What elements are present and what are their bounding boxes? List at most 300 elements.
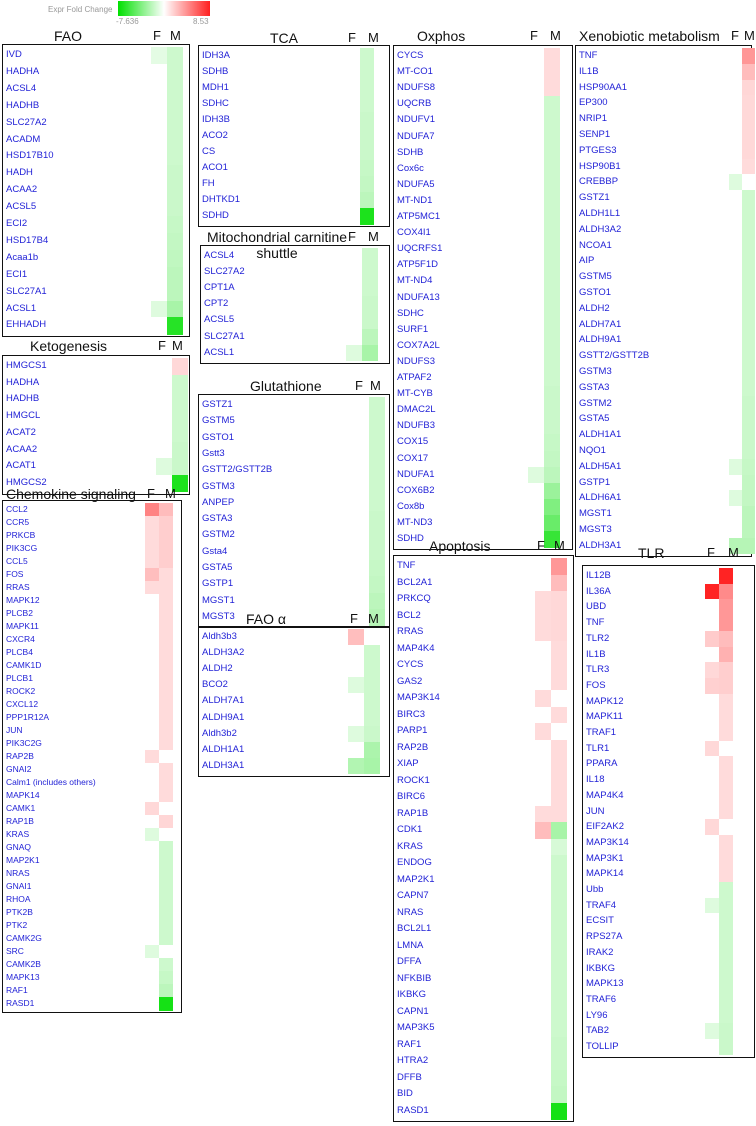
column-label-m: M bbox=[370, 378, 381, 393]
heat-cell-m bbox=[369, 560, 385, 577]
heat-cell-f bbox=[528, 290, 544, 307]
heat-cell-m bbox=[551, 674, 567, 691]
column-label-m: M bbox=[172, 338, 183, 353]
gene-label: IDH3A bbox=[202, 50, 230, 61]
heat-cell-f bbox=[705, 599, 719, 615]
heat-cell-m bbox=[369, 397, 385, 414]
heat-cell-f bbox=[705, 741, 719, 757]
heat-cell-f bbox=[535, 855, 551, 872]
heat-cell-m bbox=[172, 391, 188, 408]
heatmap-row bbox=[397, 112, 571, 128]
gene-label: CS bbox=[202, 146, 216, 157]
heat-cell-f bbox=[705, 1023, 719, 1039]
heatmap-row bbox=[6, 789, 180, 802]
heat-cell-m bbox=[544, 48, 560, 65]
heat-cell-f bbox=[528, 306, 544, 323]
heat-cell-m bbox=[719, 631, 733, 647]
heat-cell-m bbox=[719, 756, 733, 772]
heat-cell-m bbox=[719, 584, 733, 600]
gene-label: CCL2 bbox=[6, 504, 28, 514]
heat-cell-f bbox=[151, 317, 167, 334]
heat-cell-f bbox=[535, 789, 551, 806]
gene-label: ALDH1L1 bbox=[579, 208, 621, 219]
gene-label: CPT2 bbox=[204, 298, 229, 310]
heat-cell-m bbox=[742, 506, 755, 522]
heat-cell-m bbox=[719, 882, 733, 898]
heat-cell-m bbox=[544, 112, 560, 129]
heatmap-row bbox=[586, 804, 753, 820]
gene-label: RRAS bbox=[6, 582, 30, 592]
heatmap-row bbox=[6, 568, 180, 581]
gene-label: NDUFS3 bbox=[397, 355, 436, 367]
heatmap-row bbox=[202, 144, 388, 160]
heat-cell-m bbox=[544, 257, 560, 274]
heat-cell-f bbox=[353, 560, 369, 577]
heat-cell-m bbox=[167, 199, 183, 216]
heat-cell-f bbox=[145, 776, 159, 790]
heat-cell-m bbox=[551, 971, 567, 988]
heat-cell-f bbox=[729, 427, 742, 443]
heat-cell-f bbox=[535, 707, 551, 724]
heatmap-row bbox=[397, 80, 571, 96]
gene-label: CXCR4 bbox=[6, 634, 35, 644]
column-label-m: M bbox=[728, 545, 739, 560]
heat-cell-f bbox=[156, 408, 172, 425]
heat-cell-m bbox=[369, 576, 385, 593]
heatmap-row bbox=[6, 672, 180, 685]
heat-cell-m bbox=[369, 430, 385, 447]
heatmap-row bbox=[6, 98, 188, 115]
heat-cell-m bbox=[369, 511, 385, 528]
heat-cell-f bbox=[535, 690, 551, 707]
heatmap-row bbox=[579, 348, 750, 364]
heatmap-row bbox=[204, 280, 388, 296]
heatmap-row bbox=[586, 866, 753, 882]
heat-cell-f bbox=[535, 608, 551, 625]
heatmap-row bbox=[6, 458, 188, 475]
heat-cell-m bbox=[167, 216, 183, 233]
heatmap-row bbox=[202, 112, 388, 128]
heat-cell-m bbox=[364, 677, 380, 694]
gene-label: MAP3K14 bbox=[397, 692, 440, 703]
heat-cell-f bbox=[346, 208, 360, 225]
heatmap-row bbox=[202, 693, 388, 709]
heatmap-row bbox=[6, 646, 180, 659]
heat-cell-f bbox=[535, 674, 551, 691]
heat-cell-f bbox=[535, 806, 551, 823]
heat-cell-m bbox=[719, 819, 733, 835]
heatmap-row bbox=[586, 756, 753, 772]
heatmap-row bbox=[397, 161, 571, 177]
gene-label: EP300 bbox=[579, 97, 608, 109]
heat-cell-f bbox=[535, 905, 551, 922]
panel-title: Apoptosis bbox=[429, 538, 491, 554]
heat-cell-m bbox=[551, 608, 567, 625]
gene-label: TLR2 bbox=[586, 632, 610, 644]
heat-cell-f bbox=[535, 1020, 551, 1037]
heat-cell-m bbox=[159, 906, 173, 920]
heat-cell-m bbox=[742, 111, 755, 127]
gene-label: PLCB1 bbox=[6, 673, 33, 683]
heat-cell-m bbox=[719, 835, 733, 851]
heat-cell-m bbox=[159, 659, 173, 673]
heatmap-row bbox=[586, 929, 753, 945]
gene-label: CAMK1 bbox=[6, 803, 36, 813]
heat-cell-f bbox=[729, 159, 742, 175]
heat-cell-m bbox=[544, 96, 560, 113]
heatmap-row bbox=[586, 709, 753, 725]
heat-cell-f bbox=[535, 888, 551, 905]
heat-cell-m bbox=[360, 96, 374, 113]
heat-cell-f bbox=[145, 763, 159, 777]
heat-cell-m bbox=[544, 354, 560, 371]
heatmap-row bbox=[6, 828, 180, 841]
heat-cell-f bbox=[145, 919, 159, 933]
heat-cell-m bbox=[742, 411, 755, 427]
heat-cell-m bbox=[551, 740, 567, 757]
heat-cell-m bbox=[544, 145, 560, 162]
heat-cell-f bbox=[535, 1004, 551, 1021]
heatmap-row bbox=[397, 1103, 572, 1120]
heat-cell-m bbox=[544, 161, 560, 178]
heat-cell-f bbox=[151, 148, 167, 165]
heat-cell-m bbox=[551, 641, 567, 658]
heat-cell-f bbox=[729, 522, 742, 538]
gene-label: ATP5F1D bbox=[397, 259, 439, 271]
gene-label: Gstt3 bbox=[202, 447, 225, 459]
heatmap-row bbox=[204, 248, 388, 264]
gene-label: Calm1 (includes others) bbox=[6, 777, 96, 787]
heat-cell-f bbox=[151, 284, 167, 301]
heatmap-row bbox=[202, 661, 388, 677]
heat-cell-f bbox=[151, 165, 167, 182]
panel-title: Xenobiotic metabolism bbox=[579, 28, 720, 44]
gene-label: MGST1 bbox=[579, 508, 612, 520]
gene-label: MGST3 bbox=[202, 610, 235, 622]
heatmap-row bbox=[579, 222, 750, 238]
gene-label: ACO1 bbox=[202, 162, 228, 173]
gene-label: ROCK2 bbox=[6, 686, 36, 696]
heat-cell-f bbox=[145, 802, 159, 816]
heat-cell-m bbox=[364, 645, 380, 662]
gene-label: DFFB bbox=[397, 1071, 422, 1083]
gene-label: PTGES3 bbox=[579, 144, 617, 156]
gene-label: Gsta4 bbox=[202, 545, 228, 557]
heat-cell-m bbox=[742, 95, 755, 111]
heatmap-row bbox=[397, 48, 571, 64]
heat-cell-m bbox=[551, 987, 567, 1004]
heatmap-row bbox=[579, 190, 750, 206]
heat-cell-f bbox=[346, 248, 362, 265]
gene-label: RAF1 bbox=[6, 985, 28, 995]
gene-label: NDUFA1 bbox=[397, 468, 435, 480]
heat-cell-m bbox=[719, 788, 733, 804]
gene-label: NQO1 bbox=[579, 445, 606, 456]
heat-cell-f bbox=[353, 527, 369, 544]
heatmap-row bbox=[6, 776, 180, 789]
gene-label: COX15 bbox=[397, 436, 429, 448]
gene-label: UQCRFS1 bbox=[397, 243, 443, 255]
heat-cell-f bbox=[145, 867, 159, 881]
gene-label: RPS27A bbox=[586, 931, 623, 943]
gene-label: ANPEP bbox=[202, 496, 235, 508]
heat-cell-m bbox=[742, 427, 755, 443]
heatmap-row bbox=[202, 64, 388, 80]
heat-cell-f bbox=[705, 913, 719, 929]
panel-title: Glutathione bbox=[250, 378, 322, 394]
heat-cell-f bbox=[535, 723, 551, 740]
heatmap-row bbox=[6, 182, 188, 199]
heat-cell-f bbox=[729, 348, 742, 364]
heatmap-row bbox=[586, 647, 753, 663]
heat-cell-f bbox=[346, 80, 360, 97]
heat-cell-m bbox=[159, 698, 173, 712]
gene-label: COX4I1 bbox=[397, 227, 431, 239]
heatmap-row bbox=[397, 905, 572, 922]
heat-cell-f bbox=[528, 499, 544, 516]
heatmap-row bbox=[586, 992, 753, 1008]
gene-label: PPP1R12A bbox=[6, 712, 49, 722]
heat-cell-m bbox=[719, 976, 733, 992]
heat-cell-m bbox=[159, 672, 173, 686]
gene-label: IKBKG bbox=[397, 989, 427, 1000]
heat-cell-m bbox=[360, 48, 374, 65]
gene-label: MT-CYB bbox=[397, 388, 433, 400]
heatmap-row bbox=[204, 264, 388, 280]
heatmap-row bbox=[579, 111, 750, 127]
heatmap-row bbox=[202, 479, 388, 495]
gene-label: BIRC3 bbox=[397, 708, 425, 720]
heatmap-row bbox=[397, 515, 571, 531]
heat-cell-m bbox=[551, 723, 567, 740]
gene-label: MAPK14 bbox=[6, 790, 40, 800]
heat-cell-f bbox=[145, 607, 159, 621]
gene-label: MAP2K1 bbox=[397, 873, 435, 885]
heatmap-row bbox=[397, 467, 571, 483]
heat-cell-m bbox=[159, 724, 173, 738]
heatmap-row bbox=[6, 132, 188, 149]
gene-label: ALDH1A1 bbox=[202, 743, 245, 755]
heat-cell-f bbox=[705, 788, 719, 804]
heat-cell-f bbox=[535, 954, 551, 971]
heat-cell-m bbox=[159, 568, 173, 582]
heat-cell-m bbox=[742, 238, 755, 254]
heat-cell-m bbox=[360, 128, 374, 145]
heat-cell-f bbox=[528, 418, 544, 435]
heat-cell-f bbox=[353, 593, 369, 610]
gene-label: TOLLIP bbox=[586, 1041, 619, 1052]
heat-cell-m bbox=[544, 499, 560, 516]
gene-label: ACAT1 bbox=[6, 460, 36, 472]
heat-cell-f bbox=[705, 929, 719, 945]
heatmap-row bbox=[202, 208, 388, 224]
heat-cell-f bbox=[348, 693, 364, 710]
gene-label: PIK3CG bbox=[6, 543, 38, 553]
heat-cell-m bbox=[544, 434, 560, 451]
gene-label: ALDH3A2 bbox=[579, 223, 622, 235]
heatmap-row bbox=[6, 267, 188, 284]
heat-cell-m bbox=[544, 418, 560, 435]
heatmap-row bbox=[397, 575, 572, 592]
heat-cell-m bbox=[360, 160, 374, 177]
heatmap-row bbox=[397, 872, 572, 889]
heatmap-row bbox=[202, 710, 388, 726]
gene-label: NDUFB3 bbox=[397, 420, 436, 432]
heat-cell-f bbox=[528, 354, 544, 371]
heat-cell-m bbox=[742, 80, 755, 96]
heat-cell-m bbox=[742, 143, 755, 159]
heat-cell-f bbox=[145, 594, 159, 608]
heat-cell-f bbox=[145, 997, 159, 1011]
heatmap-row bbox=[397, 241, 571, 257]
heatmap-row bbox=[397, 418, 571, 434]
gene-label: ECI2 bbox=[6, 218, 28, 229]
heatmap-row bbox=[579, 522, 750, 538]
legend-title: Expr Fold Change bbox=[48, 5, 113, 14]
heat-cell-f bbox=[145, 529, 159, 543]
heat-cell-f bbox=[705, 961, 719, 977]
heat-cell-m bbox=[551, 888, 567, 905]
heatmap-row bbox=[397, 354, 571, 370]
heat-cell-f bbox=[535, 938, 551, 955]
heat-cell-f bbox=[729, 269, 742, 285]
heat-cell-m bbox=[544, 273, 560, 290]
heat-cell-f bbox=[705, 1008, 719, 1024]
heat-cell-m bbox=[742, 522, 755, 538]
heat-cell-m bbox=[159, 555, 173, 569]
heatmap-row bbox=[579, 127, 750, 143]
gene-label: MAP3K5 bbox=[397, 1022, 435, 1033]
heatmap-row bbox=[204, 312, 388, 328]
column-label-m: M bbox=[554, 538, 565, 553]
heatmap-row bbox=[202, 48, 388, 64]
heatmap-row bbox=[6, 958, 180, 971]
heat-cell-f bbox=[729, 301, 742, 317]
heatmap-row bbox=[397, 386, 571, 402]
gene-label: ACSL1 bbox=[204, 346, 235, 358]
heat-cell-f bbox=[528, 434, 544, 451]
gene-label: CAPN7 bbox=[397, 890, 429, 901]
heat-cell-m bbox=[742, 222, 755, 238]
heatmap-row bbox=[6, 115, 188, 132]
heat-cell-m bbox=[719, 725, 733, 741]
gene-label: UQCRB bbox=[397, 98, 432, 110]
gene-label: CREBBP bbox=[579, 176, 619, 188]
gene-label: RAP1B bbox=[397, 807, 429, 819]
gene-label: RAF1 bbox=[397, 1038, 422, 1050]
heat-cell-m bbox=[159, 815, 173, 829]
heat-cell-m bbox=[742, 64, 755, 80]
gene-label: KRAS bbox=[397, 840, 423, 852]
heatmap-row bbox=[6, 802, 180, 815]
heat-cell-f bbox=[528, 96, 544, 113]
heat-cell-f bbox=[346, 345, 362, 362]
heat-cell-f bbox=[528, 241, 544, 258]
heat-cell-m bbox=[719, 694, 733, 710]
heatmap-row bbox=[202, 645, 388, 661]
heat-cell-f bbox=[705, 866, 719, 882]
heat-cell-f bbox=[151, 132, 167, 149]
heat-cell-m bbox=[159, 867, 173, 881]
gene-label: EIF2AK2 bbox=[586, 821, 625, 833]
heatmap-row bbox=[204, 296, 388, 312]
gene-label: SDHC bbox=[397, 307, 424, 319]
heatmap-row bbox=[586, 599, 753, 615]
gene-label: BIRC6 bbox=[397, 791, 425, 802]
heatmap-row bbox=[397, 499, 571, 515]
heat-cell-m bbox=[544, 370, 560, 387]
gene-label: MAPK14 bbox=[586, 868, 624, 880]
heat-cell-m bbox=[167, 98, 183, 115]
heat-cell-f bbox=[535, 872, 551, 889]
gene-label: TLR3 bbox=[586, 664, 610, 676]
gene-label: PRKCQ bbox=[397, 593, 431, 604]
heatmap-row bbox=[6, 906, 180, 919]
heatmap-row bbox=[397, 129, 571, 145]
gene-label: IKBKG bbox=[586, 962, 616, 974]
legend-gradient bbox=[118, 1, 210, 16]
heatmap-row bbox=[586, 631, 753, 647]
heat-cell-m bbox=[742, 364, 755, 380]
gene-label: GSTP1 bbox=[202, 578, 234, 590]
heat-cell-f bbox=[705, 631, 719, 647]
heatmap-row bbox=[202, 495, 388, 511]
heat-cell-f bbox=[528, 451, 544, 468]
heatmap-row bbox=[202, 397, 388, 413]
heat-cell-f bbox=[729, 64, 742, 80]
gene-label: RASD1 bbox=[6, 998, 35, 1008]
heatmap-row bbox=[6, 64, 188, 81]
heatmap-row bbox=[579, 332, 750, 348]
heat-cell-f bbox=[145, 659, 159, 673]
heatmap-row bbox=[397, 177, 571, 193]
heat-cell-f bbox=[535, 839, 551, 856]
heatmap-row bbox=[586, 694, 753, 710]
heat-cell-f bbox=[705, 584, 719, 600]
heatmap-row bbox=[6, 199, 188, 216]
heat-cell-f bbox=[528, 515, 544, 532]
heat-cell-f bbox=[151, 64, 167, 81]
heatmap-row bbox=[586, 835, 753, 851]
gene-label: SDHB bbox=[202, 66, 229, 77]
gene-label: ALDH3A1 bbox=[579, 539, 622, 551]
heat-cell-f bbox=[535, 921, 551, 938]
heat-cell-f bbox=[535, 1086, 551, 1103]
gene-label: ACAA2 bbox=[6, 443, 38, 455]
heatmap-row bbox=[397, 806, 572, 823]
heat-cell-f bbox=[535, 971, 551, 988]
heat-cell-f bbox=[353, 495, 369, 512]
gene-label: DMAC2L bbox=[397, 404, 436, 416]
heat-cell-m bbox=[159, 737, 173, 751]
heat-cell-f bbox=[535, 987, 551, 1004]
heatmap-row bbox=[202, 758, 388, 774]
gene-label: FOS bbox=[586, 679, 606, 691]
gene-label: ALDH1A1 bbox=[579, 429, 622, 441]
heat-cell-m bbox=[551, 905, 567, 922]
column-label-f: F bbox=[707, 545, 715, 560]
gene-label: MAPK11 bbox=[6, 621, 39, 631]
gene-label: ENDOG bbox=[397, 857, 432, 868]
heat-cell-m bbox=[369, 527, 385, 544]
heat-cell-f bbox=[729, 411, 742, 427]
gene-label: ALDH5A1 bbox=[579, 460, 622, 472]
heat-cell-m bbox=[551, 558, 567, 575]
heat-cell-f bbox=[353, 576, 369, 593]
heat-cell-f bbox=[528, 112, 544, 129]
heat-cell-m bbox=[742, 285, 755, 301]
heat-cell-f bbox=[151, 250, 167, 267]
